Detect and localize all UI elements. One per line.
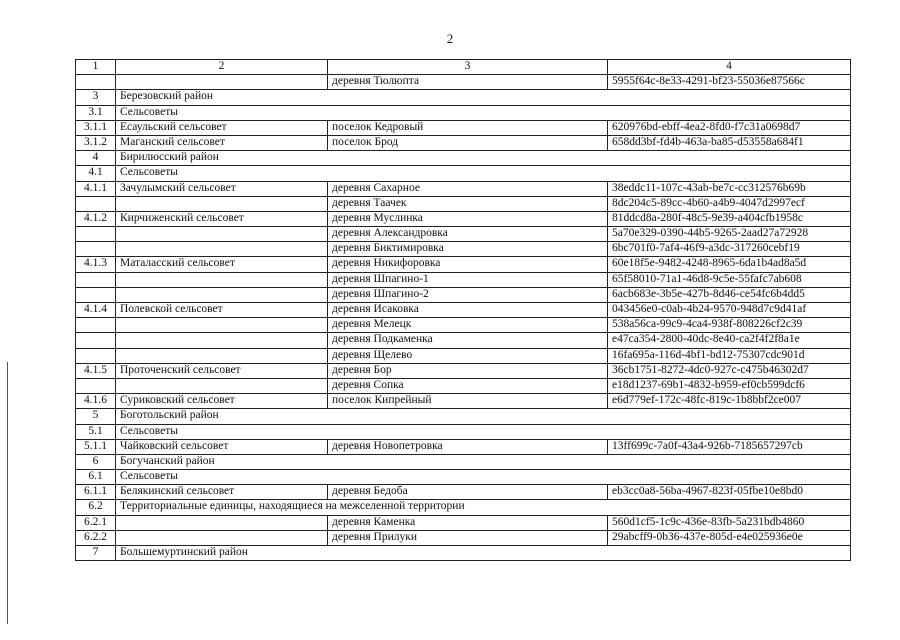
row-number-cell: 6.1 xyxy=(76,470,116,485)
row-number-cell xyxy=(76,378,116,393)
fias-code-cell: 658dd3bf-fd4b-463a-ba85-d53558a684f1 xyxy=(608,135,851,150)
header-cell-1: 1 xyxy=(76,60,116,75)
row-number-cell: 5.1.1 xyxy=(76,439,116,454)
row-number-cell: 4.1.1 xyxy=(76,181,116,196)
fias-code-cell: 620976bd-ebff-4ea2-8fd0-f7c31a0698d7 xyxy=(608,120,851,135)
header-cell-4: 4 xyxy=(608,60,851,75)
council-name-cell xyxy=(116,348,328,363)
header-cell-2: 2 xyxy=(116,60,328,75)
section-title-cell: Сельсоветы xyxy=(116,166,851,181)
row-number-cell: 4.1.3 xyxy=(76,257,116,272)
table-row xyxy=(76,303,851,318)
table-row xyxy=(76,181,851,196)
table-row xyxy=(76,348,851,363)
settlement-name-cell: деревня Сахарное xyxy=(328,181,608,196)
row-number-cell: 6.2.1 xyxy=(76,515,116,530)
table-row xyxy=(76,546,851,561)
council-name-cell xyxy=(116,227,328,242)
row-number-cell: 3.1 xyxy=(76,105,116,120)
settlement-name-cell: деревня Тюлюпта xyxy=(328,75,608,90)
row-number-cell: 4.1 xyxy=(76,166,116,181)
fias-code-cell: 538a56ca-99c9-4ca4-938f-808226cf2c39 xyxy=(608,318,851,333)
council-name-cell xyxy=(116,378,328,393)
row-number-cell: 4.1.5 xyxy=(76,363,116,378)
section-title-cell: Боготольский район xyxy=(116,409,851,424)
settlement-name-cell: поселок Кипрейный xyxy=(328,394,608,409)
row-number-cell: 5 xyxy=(76,409,116,424)
table-row xyxy=(76,470,851,485)
council-name-cell: Чайковский сельсовет xyxy=(116,439,328,454)
settlement-name-cell: деревня Каменка xyxy=(328,515,608,530)
table-row xyxy=(76,318,851,333)
fias-code-cell: e47ca354-2800-40dc-8e40-ca2f4f2f8a1e xyxy=(608,333,851,348)
header-row xyxy=(76,60,851,75)
table-row xyxy=(76,363,851,378)
table-row xyxy=(76,424,851,439)
council-name-cell: Белякинский сельсовет xyxy=(116,485,328,500)
council-name-cell: Проточенский сельсовет xyxy=(116,363,328,378)
council-name-cell xyxy=(116,515,328,530)
row-number-cell xyxy=(76,287,116,302)
row-number-cell xyxy=(76,333,116,348)
fias-code-cell: 36cb1751-8272-4dc0-927c-c475b46302d7 xyxy=(608,363,851,378)
row-number-cell xyxy=(76,242,116,257)
row-number-cell xyxy=(76,196,116,211)
settlement-name-cell: деревня Никифоровка xyxy=(328,257,608,272)
fias-code-cell: e6d779ef-172c-48fc-819c-1b8bbf2ce007 xyxy=(608,394,851,409)
section-title-cell: Сельсоветы xyxy=(116,470,851,485)
fias-code-cell: e18d1237-69b1-4832-b959-ef0cb599dcf6 xyxy=(608,378,851,393)
table-row xyxy=(76,227,851,242)
council-name-cell xyxy=(116,318,328,333)
council-name-cell xyxy=(116,287,328,302)
council-name-cell xyxy=(116,242,328,257)
settlement-name-cell: деревня Биктимировка xyxy=(328,242,608,257)
council-name-cell xyxy=(116,333,328,348)
fias-code-cell: 60e18f5e-9482-4248-8965-6da1b4ad8a5d xyxy=(608,257,851,272)
council-name-cell: Полевской сельсовет xyxy=(116,303,328,318)
settlement-name-cell: деревня Александровка xyxy=(328,227,608,242)
settlement-name-cell: деревня Бедоба xyxy=(328,485,608,500)
table-row xyxy=(76,105,851,120)
section-title-cell: Территориальные единицы, находящиеся на межселенной территории xyxy=(116,500,851,515)
council-name-cell xyxy=(116,272,328,287)
section-title-cell: Сельсоветы xyxy=(116,105,851,120)
settlement-name-cell: поселок Кедровый xyxy=(328,120,608,135)
settlement-name-cell: деревня Мелецк xyxy=(328,318,608,333)
table-row xyxy=(76,151,851,166)
settlement-name-cell: деревня Сопка xyxy=(328,378,608,393)
fias-code-cell: 38eddc11-107c-43ab-be7c-cc312576b69b xyxy=(608,181,851,196)
row-number-cell xyxy=(76,348,116,363)
settlement-name-cell: деревня Муслинка xyxy=(328,211,608,226)
settlement-name-cell: деревня Шпагино-1 xyxy=(328,272,608,287)
row-number-cell: 4 xyxy=(76,151,116,166)
table-row xyxy=(76,500,851,515)
table-body xyxy=(76,60,851,561)
council-name-cell: Есаульский сельсовет xyxy=(116,120,328,135)
table-row xyxy=(76,120,851,135)
council-name-cell: Зачулымский сельсовет xyxy=(116,181,328,196)
table-row xyxy=(76,485,851,500)
page-number: 2 xyxy=(446,31,454,46)
settlements-table xyxy=(75,59,851,561)
row-number-cell xyxy=(76,272,116,287)
table-row xyxy=(76,166,851,181)
settlement-name-cell: деревня Щелево xyxy=(328,348,608,363)
table-row xyxy=(76,135,851,150)
settlement-name-cell: деревня Исаковка xyxy=(328,303,608,318)
settlement-name-cell: деревня Прилуки xyxy=(328,530,608,545)
fias-code-cell: 5a70e329-0390-44b5-9265-2aad27a72928 xyxy=(608,227,851,242)
row-number-cell: 7 xyxy=(76,546,116,561)
table-row xyxy=(76,515,851,530)
settlement-name-cell: деревня Бор xyxy=(328,363,608,378)
row-number-cell: 6.2.2 xyxy=(76,530,116,545)
fias-code-cell: 6acb683e-3b5e-427b-8d46-ce54fc6b4dd5 xyxy=(608,287,851,302)
settlement-name-cell: поселок Брод xyxy=(328,135,608,150)
table-row xyxy=(76,272,851,287)
table-row xyxy=(76,196,851,211)
council-name-cell: Суриковский сельсовет xyxy=(116,394,328,409)
fias-code-cell: 560d1cf5-1c9c-436e-83fb-5a231bdb4860 xyxy=(608,515,851,530)
council-name-cell xyxy=(116,75,328,90)
table-row xyxy=(76,257,851,272)
table-row xyxy=(76,90,851,105)
fias-code-cell: 65f58010-71a1-46d8-9c5e-55fafc7ab608 xyxy=(608,272,851,287)
fias-code-cell: 29abcff9-0b36-437e-805d-e4e025936e0e xyxy=(608,530,851,545)
council-name-cell xyxy=(116,530,328,545)
header-cell-3: 3 xyxy=(328,60,608,75)
fias-code-cell: 13ff699c-7a0f-43a4-926b-7185657297cb xyxy=(608,439,851,454)
table-row xyxy=(76,287,851,302)
table-row xyxy=(76,454,851,469)
fias-code-cell: 5955f64c-8e33-4291-bf23-55036e87566c xyxy=(608,75,851,90)
table-row xyxy=(76,409,851,424)
council-name-cell: Маталасский сельсовет xyxy=(116,257,328,272)
margin-line xyxy=(7,362,8,624)
row-number-cell: 4.1.4 xyxy=(76,303,116,318)
row-number-cell: 3.1.1 xyxy=(76,120,116,135)
settlement-name-cell: деревня Новопетровка xyxy=(328,439,608,454)
fias-code-cell: 81ddcd8a-280f-48c5-9e39-a404cfb1958c xyxy=(608,211,851,226)
fias-code-cell: eb3cc0a8-56ba-4967-823f-05fbe10e8bd0 xyxy=(608,485,851,500)
section-title-cell: Березовский район xyxy=(116,90,851,105)
row-number-cell: 4.1.6 xyxy=(76,394,116,409)
table-row xyxy=(76,211,851,226)
row-number-cell xyxy=(76,227,116,242)
fias-code-cell: 6bc701f0-7af4-46f9-a3dc-317260cebf19 xyxy=(608,242,851,257)
row-number-cell: 6.1.1 xyxy=(76,485,116,500)
section-title-cell: Бирилюсский район xyxy=(116,151,851,166)
table-row xyxy=(76,530,851,545)
fias-code-cell: 16fa695a-116d-4bf1-bd12-75307cdc901d xyxy=(608,348,851,363)
settlement-name-cell: деревня Подкаменка xyxy=(328,333,608,348)
row-number-cell: 6 xyxy=(76,454,116,469)
row-number-cell: 6.2 xyxy=(76,500,116,515)
row-number-cell: 3 xyxy=(76,90,116,105)
row-number-cell: 5.1 xyxy=(76,424,116,439)
council-name-cell xyxy=(116,196,328,211)
council-name-cell: Кирчиженский сельсовет xyxy=(116,211,328,226)
table-row xyxy=(76,75,851,90)
settlement-name-cell: деревня Шпагино-2 xyxy=(328,287,608,302)
table-row xyxy=(76,394,851,409)
fias-code-cell: 8dc204c5-89cc-4b60-a4b9-4047d2997ecf xyxy=(608,196,851,211)
table-row xyxy=(76,378,851,393)
table-row xyxy=(76,333,851,348)
row-number-cell: 4.1.2 xyxy=(76,211,116,226)
fias-code-cell: 043456e0-c0ab-4b24-9570-948d7c9d41af xyxy=(608,303,851,318)
table-row xyxy=(76,242,851,257)
council-name-cell: Маганский сельсовет xyxy=(116,135,328,150)
row-number-cell xyxy=(76,75,116,90)
table-row xyxy=(76,439,851,454)
section-title-cell: Богучанский район xyxy=(116,454,851,469)
section-title-cell: Сельсоветы xyxy=(116,424,851,439)
row-number-cell: 3.1.2 xyxy=(76,135,116,150)
settlement-name-cell: деревня Таачек xyxy=(328,196,608,211)
section-title-cell: Большемуртинский район xyxy=(116,546,851,561)
row-number-cell xyxy=(76,318,116,333)
